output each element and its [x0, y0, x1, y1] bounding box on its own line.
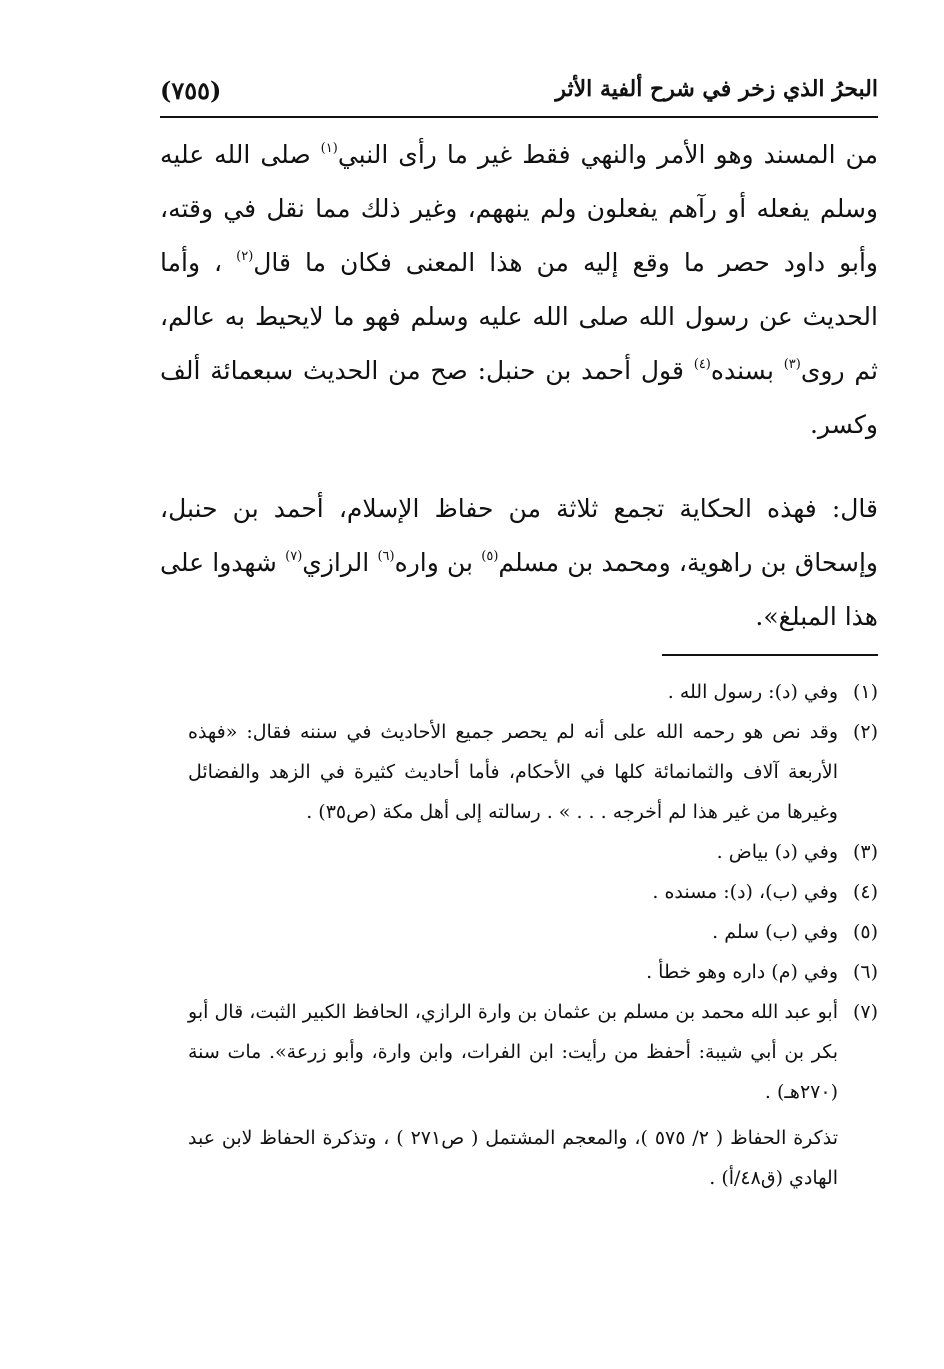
footnote-ref-1: (١) [320, 141, 338, 156]
footnote-number: (٣) [852, 841, 878, 863]
footnote-text: وقد نص هو رحمه الله على أنه لم يحصر جميع الأحاديث في سننه فقال: «فهذه الأربعة آلاف والثمانمائة كلها في الأحكام، فأما أحاديث كثيرة في الزهد والفضائل وغيرها من غير هذا لم أخرجه . . . » . رسالته إلى أهل مكة (ص٣٥) . [188, 721, 838, 823]
footnote-number: (٥) [852, 921, 878, 943]
footnote-text: وفي (د) بياض . [716, 841, 838, 863]
text-run: بن واره [394, 548, 482, 577]
footnote-ref-3: (٣) [783, 357, 801, 372]
text-run: الرازي [302, 548, 378, 577]
footnote-ref-5: (٥) [481, 549, 499, 564]
footnote-6 [160, 952, 878, 992]
footnote-number: (٧) [852, 1001, 878, 1023]
footnote-sources: تذكرة الحفاظ ( ٢/ ٥٧٥ )، والمعجم المشتمل ( ص٢٧١ ) ، وتذكرة الحفاظ لابن عبد الهادي (ق٤٨/أ) . [188, 1127, 838, 1189]
footnote-4 [160, 872, 878, 912]
footnote-2 [160, 712, 878, 832]
paragraph-1 [160, 128, 878, 452]
page-number: (٧٥٥) [160, 76, 222, 105]
footnote-text: وفي (د): رسول الله . [667, 681, 838, 703]
footnote-separator [662, 654, 878, 656]
text-run: شهدوا على هذا المبلغ». [160, 548, 878, 631]
footnote-number: (٦) [852, 961, 878, 983]
footnote-text: أبو عبد الله محمد بن مسلم بن عثمان بن وارة الرازي، الحافظ الكبير الثبت، قال أبو بكر بن أبي شيبة: أحفظ من رأيت: ابن الفرات، وابن وارة، وأبو زرعة». مات سنة (٢٧٠هـ) . [188, 1001, 838, 1103]
footnote-number: (٢) [852, 721, 878, 743]
footnote-number: (١) [852, 681, 878, 703]
text-run: قول أحمد بن حنبل: صح من الحديث سبعمائة ألف وكسر. [160, 356, 878, 439]
footnotes [160, 672, 878, 1198]
footnote-body [160, 992, 838, 1198]
text-run: بسنده [710, 356, 784, 385]
footnote-5 [160, 912, 878, 952]
footnote-number: (٤) [852, 881, 878, 903]
footnote-ref-4: (٤) [693, 357, 711, 372]
footnote-text: وفي (ب)، (د): مسنده . [652, 881, 838, 903]
footnote-text: وفي (ب) سلم . [712, 921, 838, 943]
footnote-ref-7: (٧) [285, 549, 303, 564]
text-run: ، وأما الحديث عن رسول الله صلى الله عليه وسلم فهو ما لايحيط به عالم، ثم روى [160, 248, 878, 385]
footnote-text: وفي (م) داره وهو خطأ . [646, 961, 838, 983]
footnote-1 [160, 672, 878, 712]
text-run: من المسند وهو الأمر والنهي فقط غير ما رأى النبي [337, 140, 878, 169]
footnote-3 [160, 832, 878, 872]
header-rule [160, 116, 878, 118]
page-header [160, 72, 878, 112]
running-title: البحرُ الذي زخر في شرح ألفية الأثر [555, 76, 878, 102]
paragraph-2 [160, 482, 878, 644]
main-text [160, 128, 878, 644]
text-run: قال: فهذه الحكاية تجمع ثلاثة من حفاظ الإسلام، أحمد بن حنبل، وإسحاق بن راهوية، ومحمد بن مسلم [160, 494, 878, 577]
footnote-ref-2: (٢) [236, 249, 254, 264]
footnote-ref-6: (٦) [377, 549, 395, 564]
text-run: صلى الله عليه وسلم يفعله أو رآهم يفعلون ولم ينههم، وغير ذلك مما نقل في وقته، وأبو داود حصر ما وقع إليه من هذا المعنى فكان ما قال [160, 140, 878, 277]
footnote-7 [160, 992, 878, 1198]
